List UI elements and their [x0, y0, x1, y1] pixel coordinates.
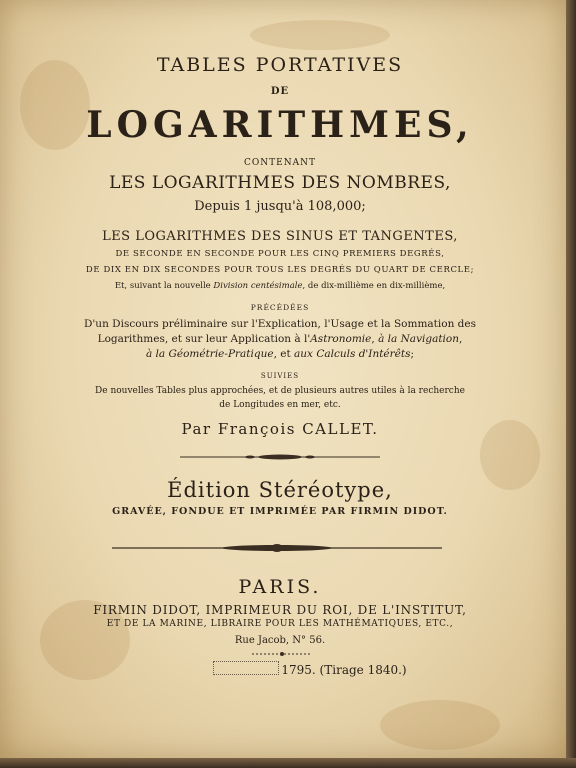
title-line-2: DE: [270, 86, 290, 97]
sinus-line-3: [0, 281, 560, 291]
sinus-line-3-a: Et, suivant la nouvelle: [114, 281, 214, 291]
sinus-line-3-italic: Division centésimale: [213, 281, 303, 291]
edition-subtitle: GRAVÉE, FONDUE ET IMPRIMÉE PAR FIRMIN DIDOT.: [112, 506, 448, 517]
imprint-date: 1795. (Tirage 1840.): [281, 663, 407, 677]
preceded-line-2-b: ,: [371, 333, 379, 345]
preceded-line-2-a: Logarithmes, et sur leur Application à l': [97, 333, 311, 345]
ink-stamp-mark: [213, 661, 279, 675]
preceded-line-2-italic-2: à la Navigation: [378, 333, 459, 345]
sinus-line-1: DE SECONDE EN SECONDE POUR LES CINQ PREMIERS DEGRÉS,: [115, 249, 445, 259]
preceded-line-3-italic-1: à la Géométrie-Pratique: [145, 348, 274, 360]
followed-line-2: de Longitudes en mer, etc.: [219, 400, 341, 410]
preceded-line-3: [0, 348, 560, 360]
title-line-1: TABLES PORTATIVES: [156, 54, 404, 76]
book-edge-right: [566, 0, 576, 768]
sinus-title: LES LOGARITHMES DES SINUS ET TANGENTES,: [102, 229, 458, 244]
numbers-title: LES LOGARITHMES DES NOMBRES,: [109, 173, 451, 193]
preceded-line-3-a: , et: [273, 348, 295, 360]
sinus-line-2: DE DIX EN DIX SECONDES POUR TOUS LES DEGRÉS DU QUART DE CERCLE;: [85, 265, 475, 275]
preceded-line-3-b: ;: [410, 348, 415, 360]
ornament-dots: [252, 651, 312, 657]
followed-line-1: De nouvelles Tables plus approchées, et de plusieurs autres utiles à la recherche: [95, 386, 465, 396]
book-edge-bottom: [0, 758, 576, 768]
preceded-line-3-italic-2: aux Calculs d'Intérêts: [294, 348, 411, 360]
imprint-date-line: [30, 661, 576, 677]
imprint-address: Rue Jacob, N° 56.: [234, 635, 326, 646]
edition-title: Édition Stéréotype,: [167, 478, 393, 502]
ornament-rule-1: [180, 452, 380, 462]
preceded-line-2: [0, 333, 560, 345]
main-title: LOGARITHMES,: [86, 104, 474, 146]
paper-stain: [250, 20, 390, 50]
followed-label: SUIVIES: [260, 372, 300, 380]
preceded-label: PRÉCÉDÉES: [250, 303, 310, 312]
preceded-line-2-italic-1: Astronomie: [310, 333, 372, 345]
imprint-printer: FIRMIN DIDOT, IMPRIMEUR DU ROI, DE L'INSTITUT,: [93, 603, 467, 617]
sinus-line-3-b: , de dix-millième en dix-millième,: [302, 281, 446, 291]
paper-stain: [380, 700, 500, 750]
author: Par François CALLET.: [181, 420, 379, 438]
imprint-printer-line-2: ET DE LA MARINE, LIBRAIRE POUR LES MATHÉMATIQUES, ETC.,: [106, 619, 454, 629]
imprint-city: PARIS.: [238, 576, 322, 598]
ornament-rule-2: [112, 542, 442, 554]
preceded-line-1: D'un Discours préliminaire sur l'Explication, l'Usage et la Sommation des: [84, 318, 476, 330]
numbers-range: Depuis 1 jusqu'à 108,000;: [194, 199, 366, 214]
preceded-line-2-c: ,: [459, 333, 463, 345]
contents-intro: CONTENANT: [244, 158, 316, 168]
